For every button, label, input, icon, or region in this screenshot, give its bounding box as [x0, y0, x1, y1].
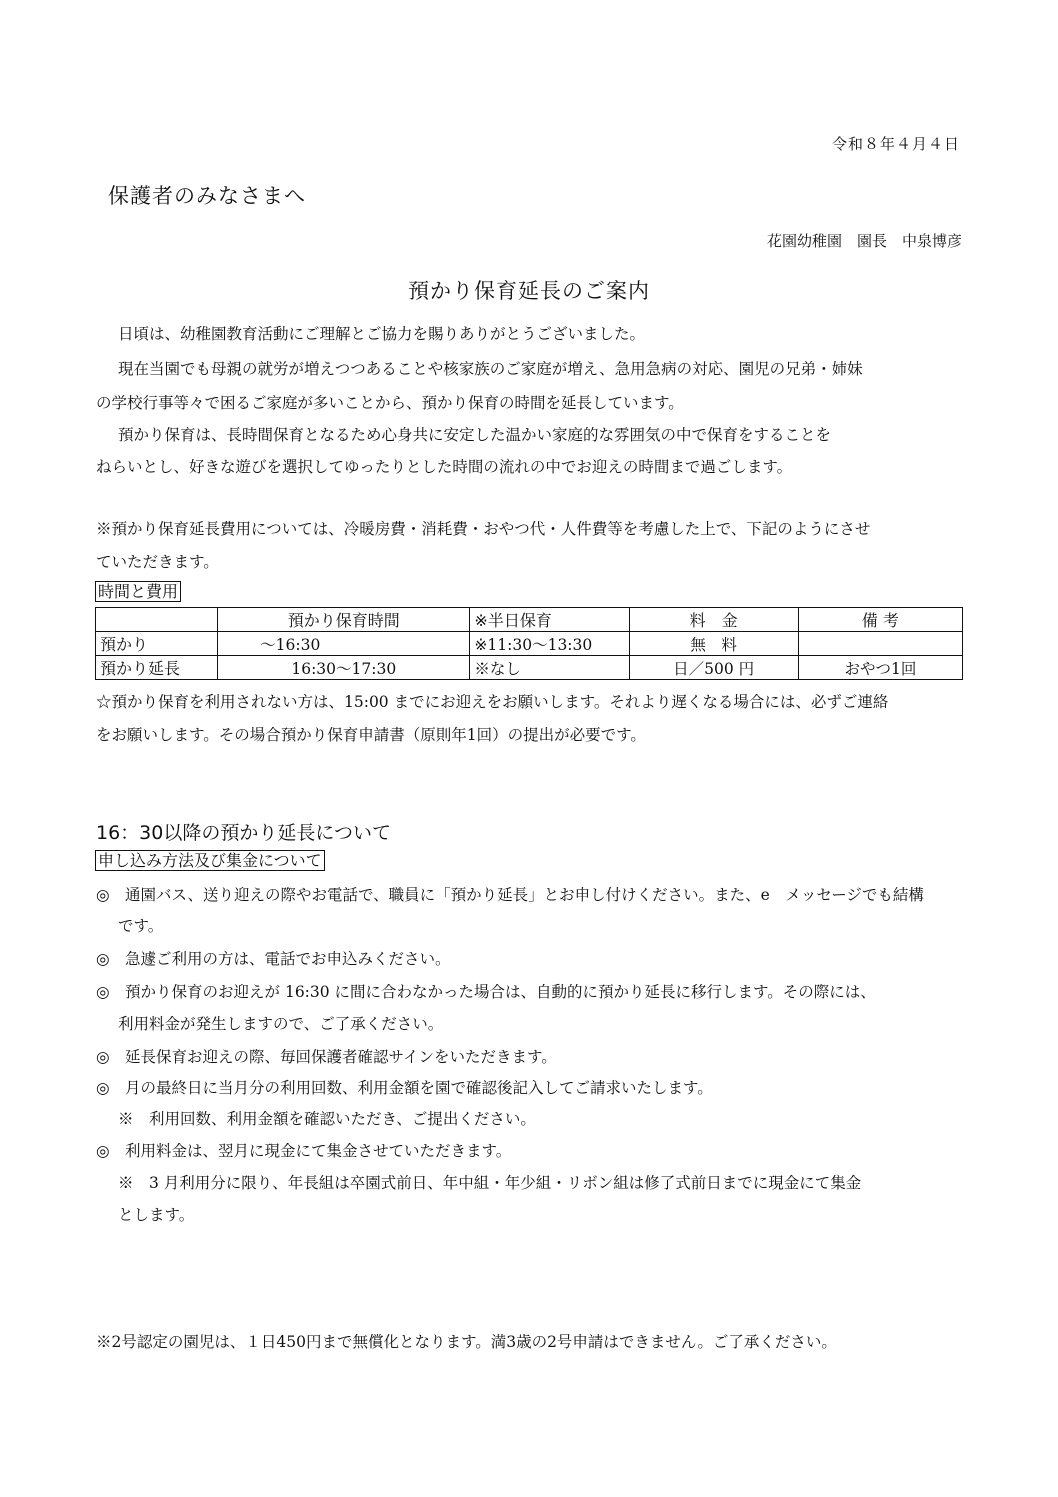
table-cell: 預かり延長 — [96, 656, 218, 680]
bullet-item: ◎ 通園バス、送り迎えの際やお電話で、職員に「預かり延長」とお申し付けください。また、e メッセージでも結構 — [96, 886, 924, 904]
intro-line: ねらいとし、好きな遊びを選択してゆったりとした時間の流れの中でお迎えの時間まで過ごします。 — [96, 458, 793, 476]
document-date: 令和８年４月４日 — [831, 135, 960, 153]
bullet-note-continued: とします。 — [118, 1206, 195, 1224]
bullet-item-continued: 利用料金が発生しますので、ご了承ください。 — [118, 1015, 444, 1033]
table-cell: 無 料 — [629, 632, 798, 656]
extension-heading: 16：30以降の預かり延長について — [96, 822, 391, 844]
bullet-note: ※ 利用回数、利用金額を確認いただき、ご提出ください。 — [118, 1110, 536, 1128]
bullet-note: ※ 3 月利用分に限り、年長組は卒園式前日、年中組・年少組・リボン組は修了式前日までに現金にて集金 — [118, 1174, 862, 1192]
pickup-note-line: ☆預かり保育を利用されない方は、15:00 までにお迎えをお願いします。それより遅くなる場合には、必ずご連絡 — [96, 693, 889, 711]
bullet-item: ◎ 利用料金は、翌月に現金にて集金させていただきます。 — [96, 1142, 512, 1160]
table-cell — [798, 632, 962, 656]
table-header-cell: 備 考 — [798, 608, 962, 632]
fee-table — [95, 607, 963, 680]
intro-line: 日頃は、幼稚園教育活動にご理解とご協力を賜りありがとうございました。 — [118, 325, 646, 343]
table-cell: 16:30〜17:30 — [218, 656, 470, 680]
table-header-cell: 料 金 — [629, 608, 798, 632]
table-cell: 預かり — [96, 632, 218, 656]
table-header-row — [96, 608, 963, 632]
intro-line: 現在当園でも母親の就労が増えつつあることや核家族のご家庭が増え、急用急病の対応、園児の兄弟・姉妹 — [118, 360, 863, 378]
table-row — [96, 656, 963, 680]
bullet-item: ◎ 月の最終日に当月分の利用回数、利用金額を園で確認後記入してご請求いたします。 — [96, 1079, 713, 1097]
sender: 花園幼稚園 園長 中泉博彦 — [766, 232, 962, 250]
pickup-note-line: をお願いします。その場合預かり保育申請書（原則年1回）の提出が必要です。 — [96, 726, 646, 744]
fee-note-line: ていただきます。 — [96, 553, 219, 571]
table-header-cell: ※半日保育 — [470, 608, 629, 632]
table-header-cell: 預かり保育時間 — [218, 608, 470, 632]
bullet-item: ◎ 預かり保育のお迎えが 16:30 に間に合わなかった場合は、自動的に預かり延長に移行します。その際には、 — [96, 983, 876, 1001]
document-title: 預かり保育延長のご案内 — [408, 279, 650, 303]
application-method-label: 申し込み方法及び集金について — [95, 850, 325, 871]
table-cell: ※11:30〜13:30 — [470, 632, 629, 656]
bullet-item-continued: です。 — [118, 917, 164, 935]
table-cell: ※なし — [470, 656, 629, 680]
table-header-cell — [96, 608, 218, 632]
table-cell: 日／500 円 — [629, 656, 798, 680]
addressee: 保護者のみなさまへ — [108, 184, 306, 208]
intro-line: 預かり保育は、長時間保育となるため心身共に安定した温かい家庭的な雰囲気の中で保育をすることを — [118, 426, 832, 444]
fee-note-line: ※預かり保育延長費用については、冷暖房費・消耗費・おやつ代・人件費等を考慮した上で、下記のようにさせ — [96, 520, 871, 538]
bullet-item: ◎ 延長保育お迎えの際、毎回保護者確認サインをいただきます。 — [96, 1048, 557, 1066]
bullet-item: ◎ 急遽ご利用の方は、電話でお申込みください。 — [96, 950, 451, 968]
intro-line: の学校行事等々で困るご家庭が多いことから、預かり保育の時間を延長しています。 — [96, 394, 684, 412]
table-cell: 〜16:30 — [218, 632, 470, 656]
table-cell: おやつ1回 — [798, 656, 962, 680]
table-row — [96, 632, 963, 656]
fee-section-label: 時間と費用 — [95, 581, 181, 602]
footer-note: ※2号認定の園児は、１日450円まで無償化となります。満3歳の2号申請はできません。ご了承ください。 — [96, 1333, 837, 1351]
